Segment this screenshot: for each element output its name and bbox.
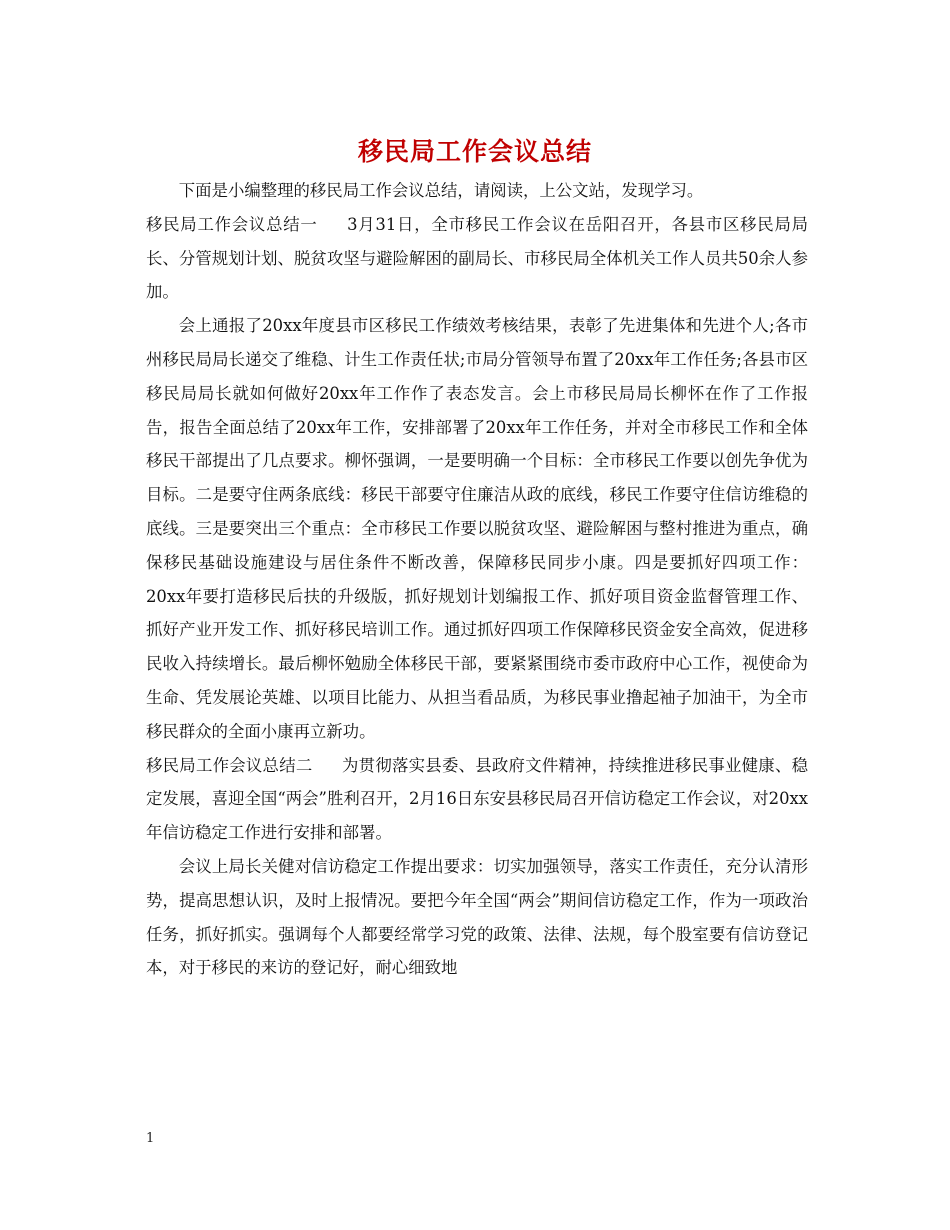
intro-paragraph: 下面是小编整理的移民局工作会议总结，请阅读，上公文站，发现学习。 <box>178 181 704 200</box>
section1-lead: 3月31日，全市移民工作会议在岳阳召开，各县市区移民局局长、分管规划计划、脱贫攻坚与避险解困的副局长、市移民局全体机关工作人员共50余人参加。 <box>146 214 808 302</box>
section1-paragraph <box>146 208 808 309</box>
section2-lead: 为贯彻落实县委、县政府文件精神，持续推进移民事业健康、稳定发展，喜迎全国“两会”胜利召开，2月16日东安县移民局召开信访稳定工作会议，对20xx年信访稳定工作进行安排和部署。 <box>146 755 809 843</box>
section2-body: 会议上局长关健对信访稳定工作提出要求：切实加强领导，落实工作责任，充分认清形势，提高思想认识，及时上报情况。要把今年全国“两会”期间信访稳定工作，作为一项政治任务，抓好抓实。强调每个人都要经常学习党的政策、法律、法规，每个股室要有信访登记本，对于移民的来访的登记好，耐心细致地 <box>146 856 808 978</box>
document-title: 移民局工作会议总结 <box>357 137 592 166</box>
section2-paragraph <box>146 749 808 850</box>
page-number: 1 <box>146 1131 155 1146</box>
section2-heading: 移民局工作会议总结二 <box>146 755 313 775</box>
document-body <box>146 174 808 985</box>
section1-heading: 移民局工作会议总结一 <box>146 214 318 234</box>
section1-body: 会上通报了20xx年度县市区移民工作绩效考核结果，表彰了先进集体和先进个人;各市州移民局局长递交了维稳、计生工作责任状;市局分管领导布置了20xx年工作任务;各县市区移民局局长就如何做好20xx年工作作了表态发言。会上市移民局局长柳怀在作了工作报告，报告全面总结了20xx年工作，安排部署了20xx年工作任务，并对全市移民工作和全体移民干部提出了几点要求。柳怀强调，一是要明确一个目标：全市移民工作要以创先争优为目标。二是要守住两条底线：移民干部要守住廉洁从政的底线，移民工作要守住信访维稳的底线。三是要突出三个重点：全市移民工作要以脱贫攻坚、避险解困与整村推进为重点，确保移民基础设施建设与居住条件不断改善，保障移民同步小康。四是要抓好四项工作：20xx年要打造移民后扶的升级版，抓好规划计划编报工作、抓好项目资金监督管理工作、抓好产业开发工作、抓好移民培训工作。通过抓好四项工作保障移民资金安全高效，促进移民收入持续增长。最后柳怀勉励全体移民干部，要紧紧围绕市委市政府中心工作，视使命为生命、凭发展论英雄、以项目比能力、从担当看品质，为移民事业撸起袖子加油干，为全市移民群众的全面小康再立新功。 <box>146 316 808 741</box>
